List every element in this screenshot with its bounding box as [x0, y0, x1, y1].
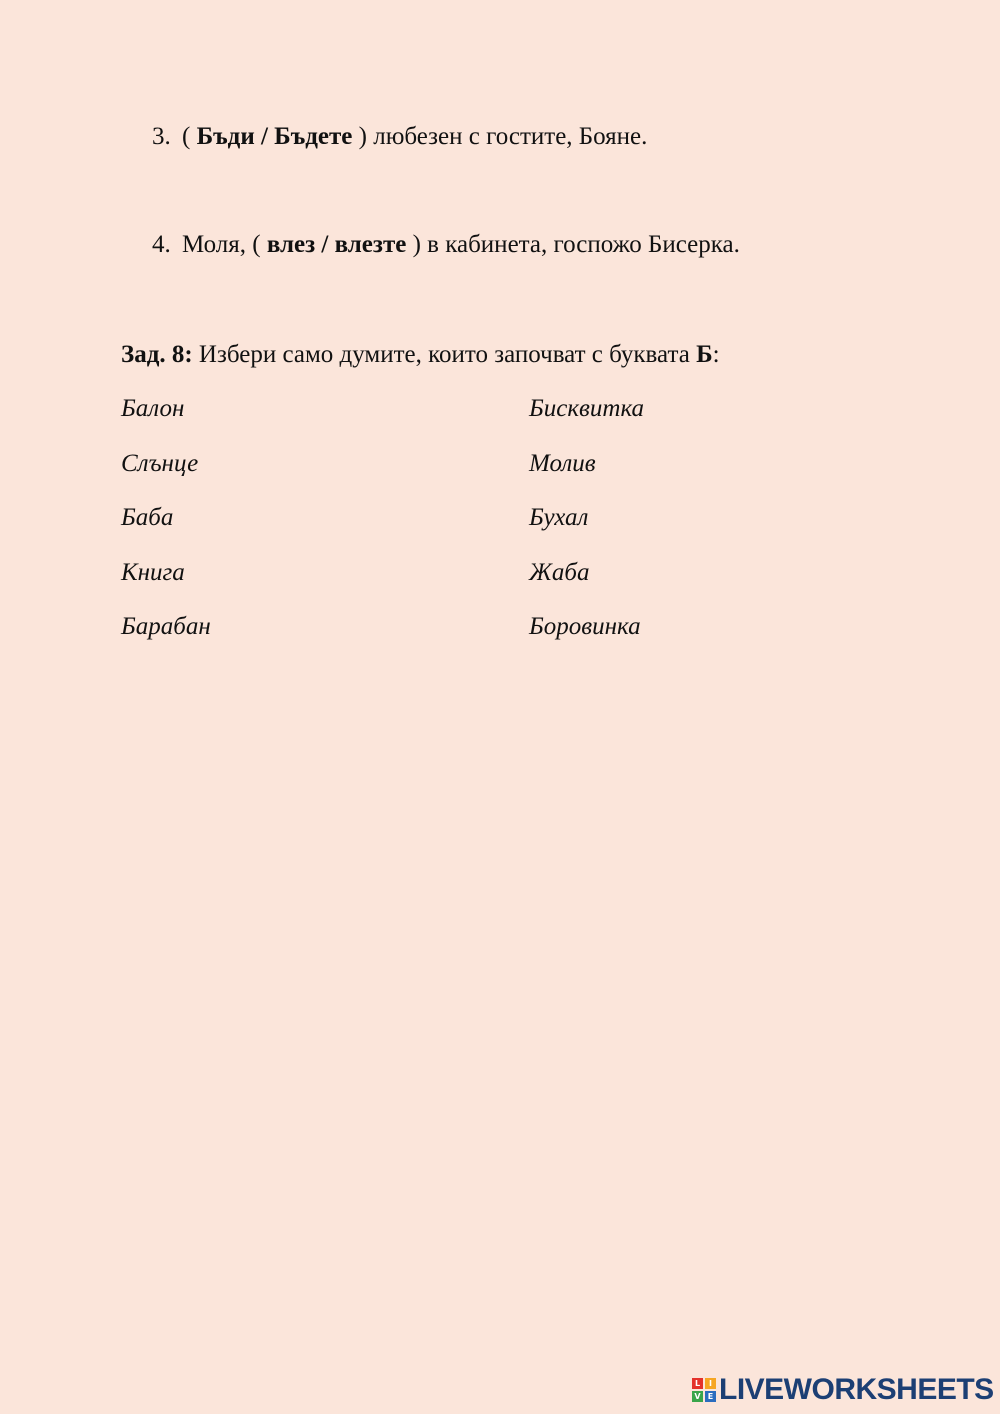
word-option[interactable]: Баба [121, 504, 174, 531]
item-prefix: ( [182, 123, 197, 150]
exercise-item-3 [152, 122, 647, 152]
word-option[interactable]: Слънце [121, 450, 199, 477]
task-end: : [712, 341, 720, 368]
item-suffix: ) в кабинета, госпожо Бисерка. [406, 231, 740, 258]
logo-letter-e: E [705, 1391, 716, 1402]
logo-letter-l: L [692, 1378, 703, 1389]
logo-icon [692, 1378, 716, 1402]
item-number: 4. [152, 231, 171, 258]
task-letter: Б [696, 341, 713, 368]
item-choice-options: Бъди / Бъдете [196, 123, 353, 150]
word-option[interactable]: Боровинка [529, 613, 641, 640]
word-option[interactable]: Молив [529, 450, 596, 477]
task-text: Избери само думите, които започват с буквата [192, 341, 697, 368]
word-option[interactable]: Барабан [121, 613, 211, 640]
task-label: Зад. 8: [121, 341, 193, 368]
task-8-heading [121, 340, 720, 370]
word-option[interactable]: Бухал [529, 504, 589, 531]
word-option[interactable]: Книга [121, 559, 185, 586]
item-prefix: Моля, ( [182, 231, 267, 258]
logo-letter-v: V [692, 1391, 703, 1402]
logo-letter-i: I [705, 1378, 716, 1389]
logo-text: LIVEWORKSHEETS [719, 1373, 994, 1406]
word-option[interactable]: Балон [121, 395, 185, 422]
item-suffix: ) любезен с гостите, Бояне. [352, 123, 648, 150]
liveworksheets-logo [692, 1374, 994, 1406]
word-option[interactable]: Жаба [529, 559, 590, 586]
item-number: 3. [152, 123, 171, 150]
item-choice-options: влез / влезте [266, 231, 407, 258]
exercise-item-4 [152, 230, 740, 260]
word-option[interactable]: Бисквитка [529, 395, 645, 422]
